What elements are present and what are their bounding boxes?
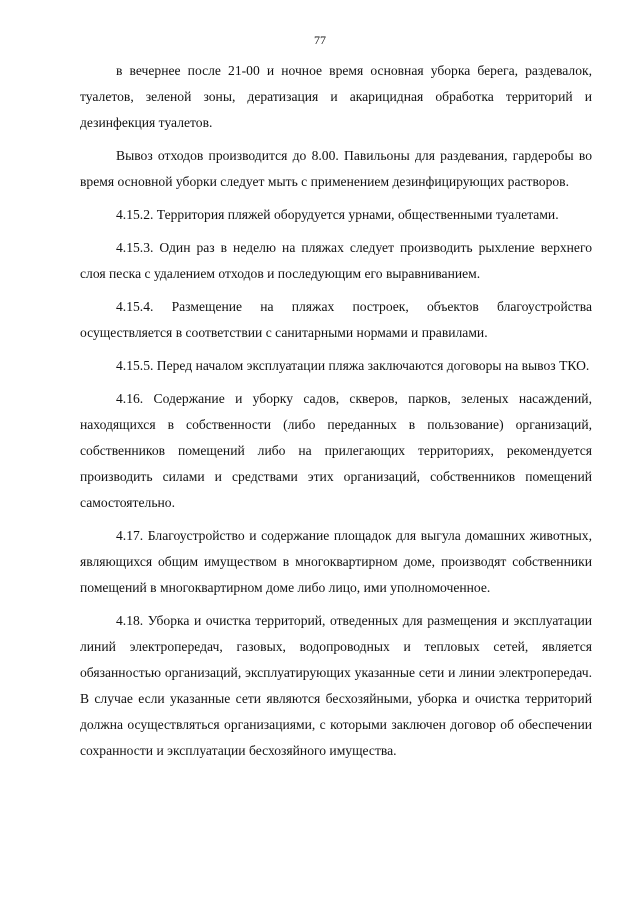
paragraph-evening-cleaning: в вечернее после 21-00 и ночное время основная уборка берега, раздевалок, туалетов, зеленой зоны, дератизация и акарицидная обработка территорий и дезинфекция туалетов. xyxy=(80,63,592,130)
paragraph-4-18: 4.18. Уборка и очистка территорий, отведенных для размещения и эксплуатации линий электропередач, газовых, водопроводных и тепловых сетей, является обязанностью организаций, эксплуатирующих указанные сети и линии электропередач. В случае если указанные сети являются бесхозяйными, уборка и очистка территорий должна осуществляться организациями, с которыми заключен договор об обеспечении сохранности и эксплуатации бесхозяйного имущества. xyxy=(80,613,592,758)
document-body xyxy=(80,58,592,771)
paragraph-4-15-2: 4.15.2. Территория пляжей оборудуется урнами, общественными туалетами. xyxy=(116,207,559,222)
paragraph-4-17: 4.17. Благоустройство и содержание площадок для выгула домашних животных, являющихся общим имуществом в многоквартирном доме, производят собственники помещений в многоквартирном доме либо лицо, ими уполномоченное. xyxy=(80,528,592,595)
paragraph-4-16: 4.16. Содержание и уборку садов, скверов, парков, зеленых насаждений, находящихся в собственности (либо переданных в пользование) организаций, собственников помещений либо на прилегающих территориях, рекомендуется производить силами и средствами этих организаций, собственников помещений самостоятельно. xyxy=(80,391,592,510)
page-number: 77 xyxy=(314,33,326,47)
paragraph-4-15-5: 4.15.5. Перед началом эксплуатации пляжа заключаются договоры на вывоз ТКО. xyxy=(116,358,590,373)
paragraph-4-15-3: 4.15.3. Один раз в неделю на пляжах следует производить рыхление верхнего слоя песка с удалением отходов и последующим его выравниванием. xyxy=(80,240,592,281)
paragraph-waste-removal: Вывоз отходов производится до 8.00. Павильоны для раздевания, гардеробы во время основной уборки следует мыть с применением дезинфицирующих растворов. xyxy=(80,148,592,189)
paragraph-4-15-4: 4.15.4. Размещение на пляжах построек, объектов благоустройства осуществляется в соответствии с санитарными нормами и правилами. xyxy=(80,299,592,340)
